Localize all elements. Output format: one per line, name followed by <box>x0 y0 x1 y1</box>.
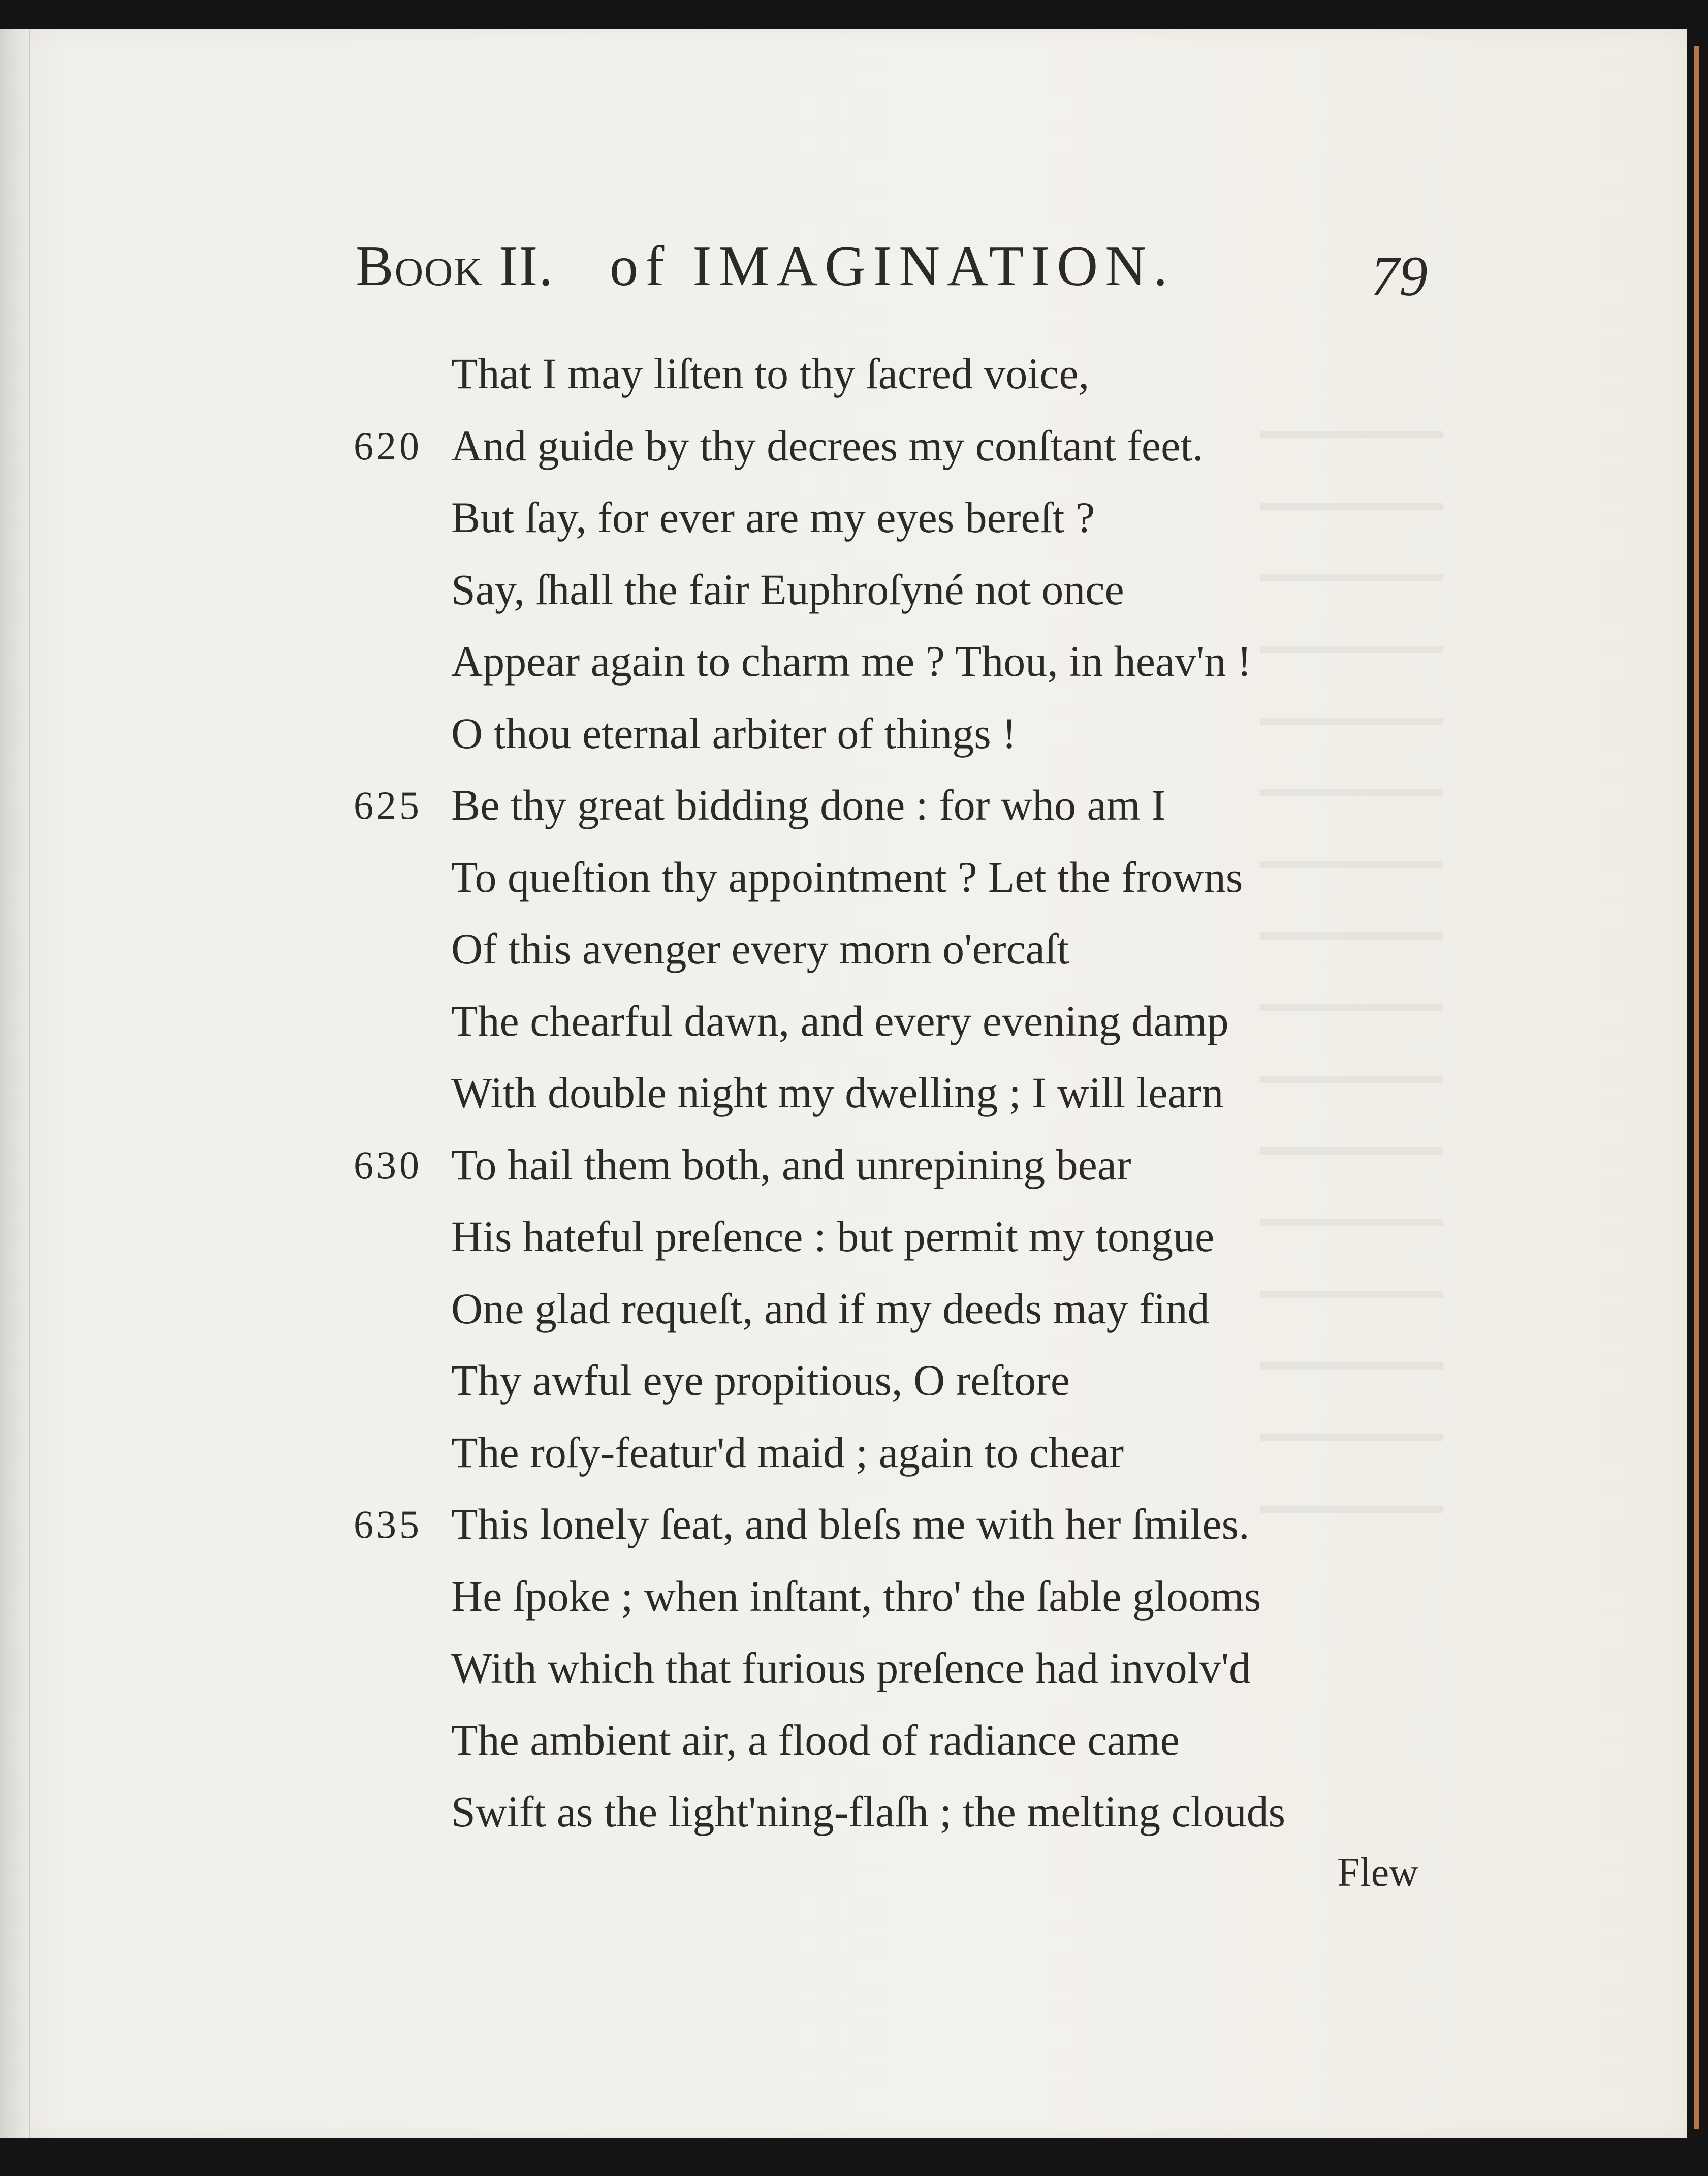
line-number: 620 <box>354 423 422 468</box>
line-text: The ambient air, a flood of radiance came <box>451 1715 1180 1764</box>
running-head-book: Book II. <box>356 235 554 298</box>
line-number: 630 <box>354 1142 422 1187</box>
line-text: Be thy great bidding done : for who am I <box>451 781 1166 829</box>
verse-line <box>0 1417 1687 1489</box>
verse-line <box>0 626 1687 698</box>
line-text: The chearful dawn, and every evening damp <box>451 996 1229 1045</box>
line-text: But ſay, for ever are my eyes bereſt ? <box>451 493 1095 542</box>
verse-line <box>0 698 1687 770</box>
verse-line <box>0 1704 1687 1777</box>
line-text: One glad requeſt, and if my deeds may find <box>451 1284 1210 1333</box>
running-head <box>356 224 1438 325</box>
line-text: Swift as the light'ning-flaſh ; the melting clouds <box>451 1787 1286 1836</box>
line-text: That I may liſten to thy ſacred voice, <box>451 349 1090 398</box>
page-edge <box>1694 46 1699 2129</box>
page-number: 79 <box>1371 245 1428 308</box>
line-text: With double night my dwelling ; I will learn <box>451 1068 1224 1117</box>
verse-line <box>0 913 1687 985</box>
line-text: With which that furious preſence had involv'd <box>451 1643 1251 1692</box>
line-text: Thy awful eye propitious, O reſtore <box>451 1356 1070 1405</box>
verse-block <box>0 338 1687 1848</box>
verse-line <box>0 482 1687 554</box>
verse-line <box>0 1561 1687 1633</box>
line-text: Say, ſhall the fair Euphroſyné not once <box>451 565 1124 614</box>
verse-line <box>0 1632 1687 1704</box>
line-text: And guide by thy decrees my conſtant feet. <box>451 421 1204 470</box>
verse-line <box>0 769 1687 842</box>
verse-line <box>0 410 1687 482</box>
verse-line <box>0 1345 1687 1417</box>
verse-line <box>0 1273 1687 1345</box>
verse-line <box>0 554 1687 626</box>
line-text: His hateful preſence : but permit my tongue <box>451 1212 1215 1261</box>
line-text: He ſpoke ; when inſtant, thro' the ſable glooms <box>451 1571 1261 1621</box>
line-text: To queſtion thy appointment ? Let the frowns <box>451 852 1243 902</box>
verse-line <box>0 338 1687 410</box>
line-number: 625 <box>354 783 422 827</box>
verse-line <box>0 1488 1687 1561</box>
line-text: The roſy-featur'd maid ; again to chear <box>451 1427 1124 1477</box>
verse-line <box>0 842 1687 914</box>
line-number: 635 <box>354 1502 422 1546</box>
verse-line <box>0 985 1687 1058</box>
verse-line <box>0 1057 1687 1129</box>
line-text: To hail them both, and unrepining bear <box>451 1140 1131 1189</box>
line-text: O thou eternal arbiter of things ! <box>451 708 1017 758</box>
verse-line <box>0 1129 1687 1201</box>
catchword: Flew <box>1337 1850 1418 1895</box>
line-text: Of this avenger every morn o'ercaſt <box>451 924 1069 973</box>
verse-line <box>0 1201 1687 1273</box>
running-head-title: of IMAGINATION. <box>610 235 1175 298</box>
line-text: Appear again to charm me ? Thou, in heav'n ! <box>451 637 1252 686</box>
line-text: This lonely ſeat, and bleſs me with her ſmiles. <box>451 1500 1250 1548</box>
verse-line <box>0 1776 1687 1848</box>
